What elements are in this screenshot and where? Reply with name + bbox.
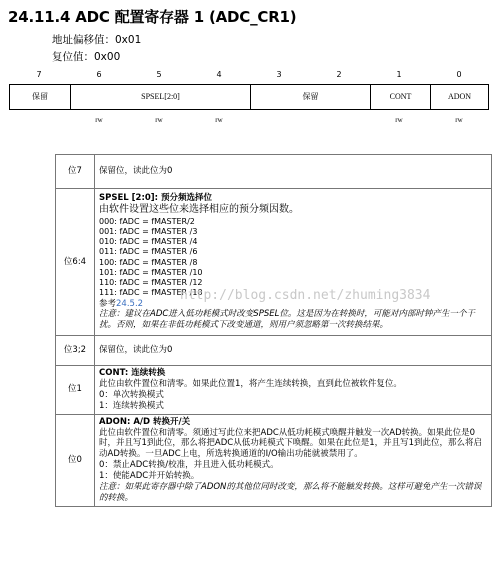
field-spsel: SPSEL[2:0] bbox=[141, 92, 180, 101]
bit-label: 位6:4 bbox=[56, 189, 95, 336]
option-0: 0：禁止ADC转换/校准，并且进入低功耗模式。 bbox=[99, 460, 279, 471]
bit-label: 位7 bbox=[56, 155, 95, 189]
bit-description: 保留位，读此位为0 bbox=[95, 336, 492, 366]
field-heading: CONT: 连续转换 bbox=[99, 368, 166, 379]
bit-number-1: 1 bbox=[396, 70, 402, 79]
prescaler-option: 000: fADC = fMASTER/2 bbox=[99, 216, 195, 226]
access-bit1: rw bbox=[395, 116, 403, 124]
field-desc: 此位由软件置位和清零。如果此位置1，将产生连续转换，直到此位被软件复位。 bbox=[99, 379, 402, 390]
access-bit4: rw bbox=[215, 116, 223, 124]
option-1: 1：连续转换模式 bbox=[99, 400, 164, 411]
access-bit6: rw bbox=[95, 116, 103, 124]
option-1: 1：使能ADC并开始转换。 bbox=[99, 471, 200, 482]
field-reserved-mid: 保留 bbox=[302, 92, 319, 101]
field-cont: CONT bbox=[389, 92, 412, 101]
field-note: 注意：如果此寄存器中除了ADON的其他位同时改变，那么将不能触发转换。这样可避免产生一次错误的转换。 bbox=[99, 481, 482, 503]
address-offset: 地址偏移值：0x01 bbox=[52, 34, 142, 46]
reference-prefix: 参考 bbox=[99, 298, 117, 309]
bit-number-4: 4 bbox=[216, 70, 222, 79]
access-bit0: rw bbox=[455, 116, 463, 124]
prescaler-option: 100: fADC = fMASTER /8 bbox=[99, 257, 198, 267]
reset-value: 复位值：0x00 bbox=[52, 51, 121, 63]
reference-link[interactable]: 24.5.2 bbox=[116, 298, 144, 309]
bit-number-5: 5 bbox=[156, 70, 162, 79]
table-row-bit0 bbox=[56, 414, 492, 506]
bit-description: 保留位，读此位为0 bbox=[95, 155, 492, 189]
table-row-bit64 bbox=[56, 189, 492, 336]
field-intro: 由软件设置这些位来选择相应的预分频因数。 bbox=[99, 203, 299, 215]
bit-description bbox=[95, 189, 492, 336]
field-adon: ADON bbox=[447, 92, 472, 101]
field-note: 注意：建议在ADC进入低功耗模式时改变SPSEL位。这是因为在转换时，可能对内部时钟产生一个干扰。否则，如果在非低功耗模式下改变通道，则用户须忽略第一次转换结果。 bbox=[99, 309, 475, 331]
field-heading: ADON: A/D 转换开/关 bbox=[99, 416, 191, 427]
field-desc: 此位由软件置位和清零。须通过写此位来把ADC从低功耗模式唤醒并触发一次AD转换。如果此位是0时，并且写1到此位，那么将把ADC从低功耗模式下唤醒。如果在此位是1，并且写1到此位，那么将启动AD转换。一旦ADC上电，所选转换通道的I/O输出功能就被禁用了。 bbox=[99, 427, 483, 460]
bit-label: 位3;2 bbox=[56, 336, 95, 366]
prescaler-option: 001: fADC = fMASTER /3 bbox=[99, 226, 198, 236]
section-title: 24.11.4 ADC 配置寄存器 1 (ADC_CR1) bbox=[8, 8, 297, 26]
field-reserved-high: 保留 bbox=[32, 92, 48, 101]
watermark: http://blog.csdn.net/zhuming3834 bbox=[180, 288, 431, 303]
table-row-bit32 bbox=[56, 336, 492, 366]
bit-number-2: 2 bbox=[336, 70, 342, 79]
prescaler-option: 110: fADC = fMASTER /12 bbox=[99, 278, 203, 288]
prescaler-option: 101: fADC = fMASTER /10 bbox=[99, 267, 203, 277]
bit-label: 位0 bbox=[56, 414, 95, 506]
bit-number-6: 6 bbox=[96, 70, 102, 79]
table-row-bit1 bbox=[56, 366, 492, 415]
access-bit5: rw bbox=[155, 116, 163, 124]
bit-description bbox=[95, 366, 492, 415]
bit-number-0: 0 bbox=[456, 70, 462, 79]
bit-description bbox=[95, 414, 492, 506]
bit-description-table bbox=[55, 154, 492, 507]
bit-label: 位1 bbox=[56, 366, 95, 415]
bit-number-7: 7 bbox=[36, 70, 42, 79]
field-heading: SPSEL [2:0]: 预分频选择位 bbox=[99, 193, 213, 203]
table-row-bit7 bbox=[56, 155, 492, 189]
option-0: 0：单次转换模式 bbox=[99, 389, 164, 400]
prescaler-option: 010: fADC = fMASTER /4 bbox=[99, 237, 198, 247]
register-bitfield bbox=[9, 84, 489, 110]
prescaler-option: 111: fADC = fMASTER /18 bbox=[99, 288, 203, 298]
bit-number-3: 3 bbox=[276, 70, 282, 79]
prescaler-option: 011: fADC = fMASTER /6 bbox=[99, 247, 198, 257]
